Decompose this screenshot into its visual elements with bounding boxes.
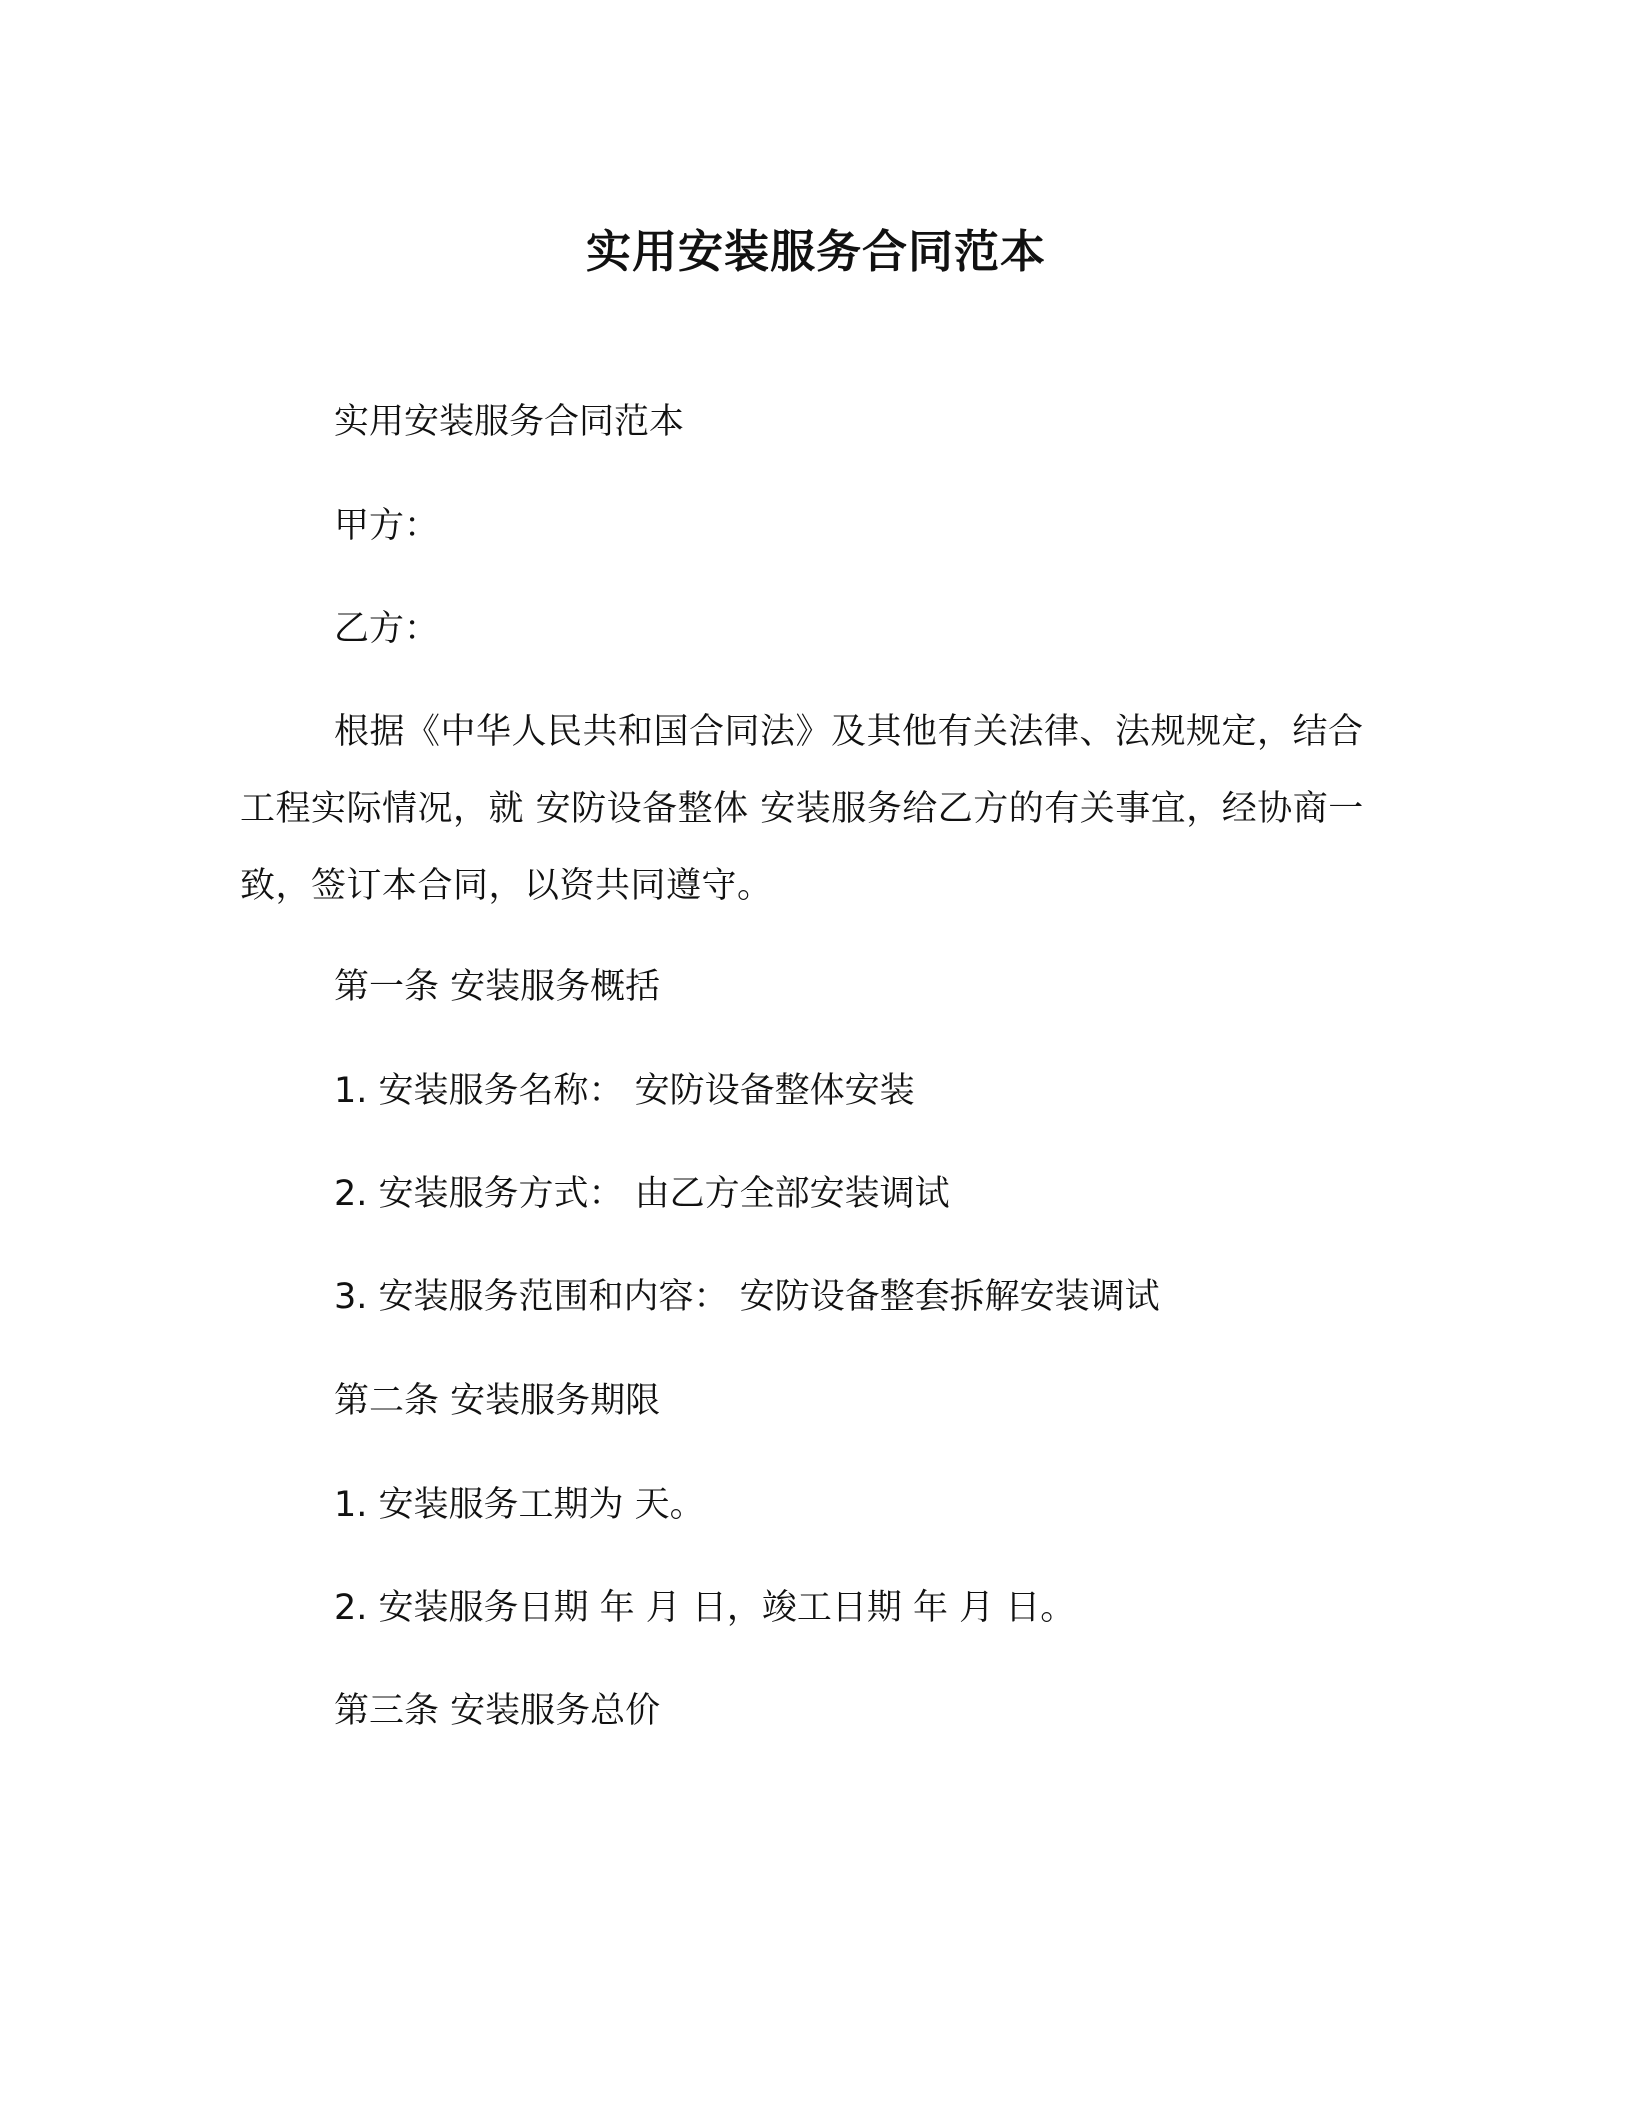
party-a-label: 甲方： xyxy=(334,506,440,546)
document-title: 实用安装服务合同范本 xyxy=(585,225,1046,278)
party-b-label: 乙方： xyxy=(334,609,440,649)
document-subtitle: 实用安装服务合同范本 xyxy=(334,402,685,442)
article1-item-3: 3. 安装服务范围和内容： 安防设备整套拆解安装调试 xyxy=(334,1277,1160,1317)
article2-item-1: 1. 安装服务工期为 天。 xyxy=(334,1485,705,1525)
article1-heading: 第一条 安装服务概括 xyxy=(334,967,661,1007)
article2-heading: 第二条 安装服务期限 xyxy=(334,1381,661,1421)
article1-item-2: 2. 安装服务方式： 由乙方全部安装调试 xyxy=(334,1174,950,1214)
article1-item-1: 1. 安装服务名称： 安防设备整体安装 xyxy=(334,1071,915,1111)
preamble-paragraph: 根据《中华人民共和国合同法》及其他有关法律、法规规定，结合工程实际情况，就 安防设备整体 安装服务给乙方的有关事宜，经协商一致，签订本合同，以资共同遵守。 xyxy=(240,712,1364,906)
article3-heading: 第三条 安装服务总价 xyxy=(334,1691,661,1731)
article2-item-2: 2. 安装服务日期 年 月 日，竣工日期 年 月 日。 xyxy=(334,1588,1076,1628)
